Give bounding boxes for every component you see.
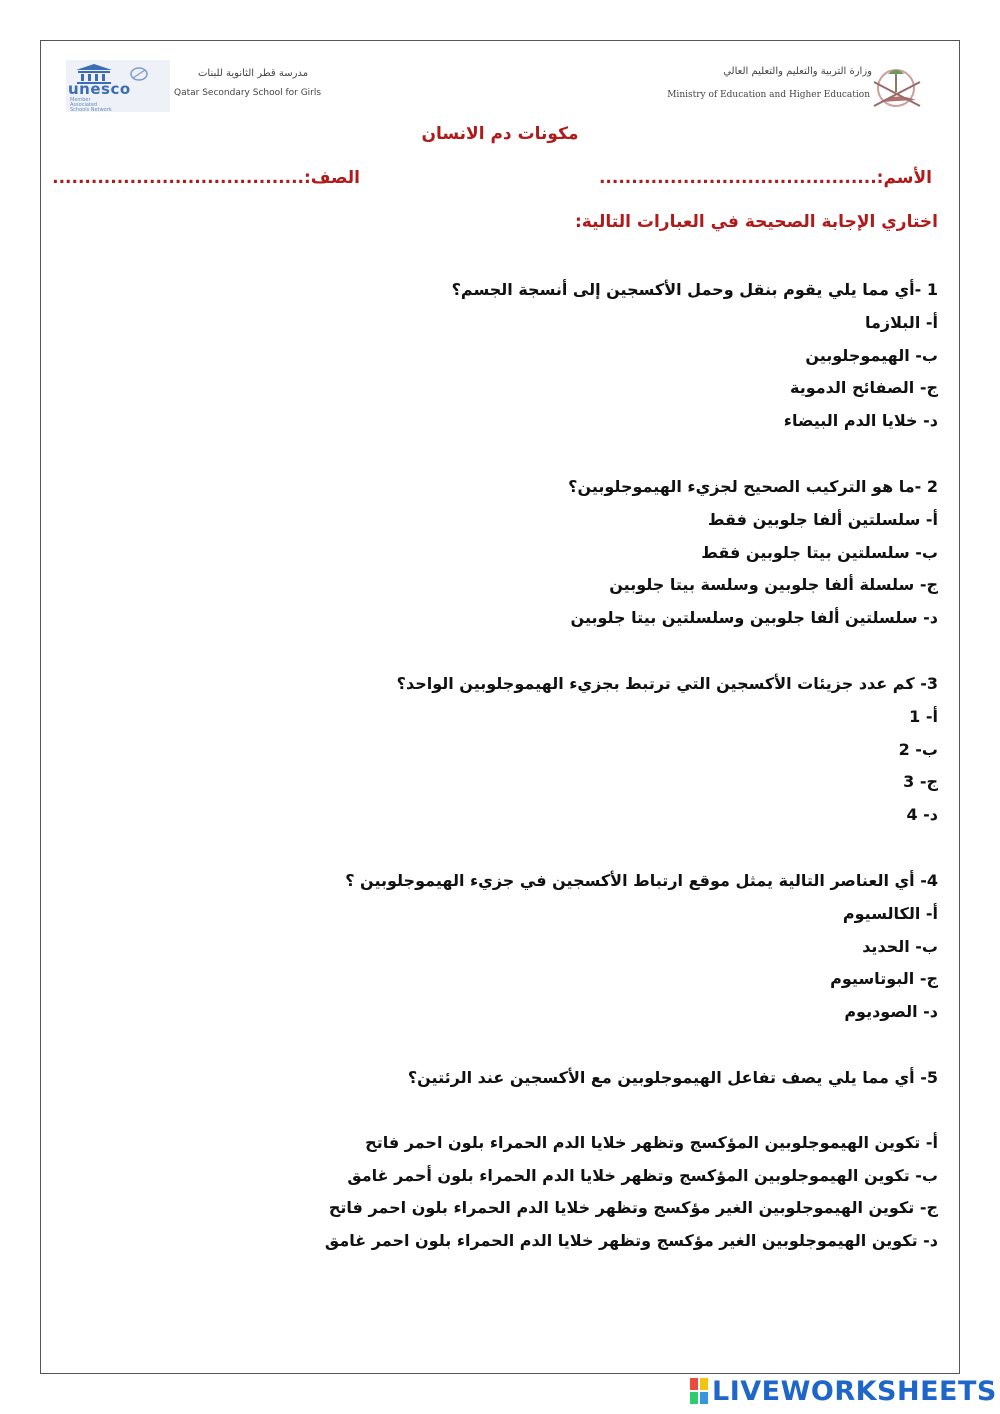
question-3: 3- كم عدد جزيئات الأكسجين التي ترتبط بجزيء الهيموجلوبين الواحد؟: [396, 674, 938, 693]
q4-option-b[interactable]: ب- الحديد: [862, 937, 938, 956]
question-4: 4- أي العناصر التالية يمثل موقع ارتباط الأكسجين في جزيء الهيموجلوبين ؟: [345, 871, 938, 890]
q3-option-d[interactable]: د- 4: [906, 805, 938, 824]
class-field[interactable]: الصف:.......................................: [52, 168, 360, 188]
q2-option-b[interactable]: ب- سلسلتين بيتا جلوبين فقط: [701, 543, 938, 562]
question-1: 1 -أي مما يلي يقوم بنقل وحمل الأكسجين إلى أنسجة الجسم؟: [451, 280, 938, 299]
q3-option-a[interactable]: أ- 1: [909, 707, 938, 726]
name-field[interactable]: الأسم:...........................................: [598, 168, 932, 188]
ministry-name-english: Ministry of Education and Higher Education: [667, 90, 870, 100]
q1-option-b[interactable]: ب- الهيموجلوبين: [805, 346, 938, 365]
q2-option-c[interactable]: ج- سلسلة ألفا جلوبين وسلسة بيتا جلوبين: [609, 575, 938, 594]
q1-option-c[interactable]: ج- الصفائح الدموية: [789, 378, 938, 397]
school-name-arabic: مدرسة قطر الثانوية للبنات: [198, 68, 309, 79]
question-5: 5- أي مما يلي يصف تفاعل الهيموجلوبين مع الأكسجين عند الرئتين؟: [407, 1068, 938, 1087]
q4-option-d[interactable]: د- الصوديوم: [844, 1002, 938, 1021]
q4-option-a[interactable]: أ- الكالسيوم: [842, 904, 938, 923]
unesco-logo: [66, 60, 170, 112]
qatar-emblem-icon: [866, 62, 928, 110]
liveworksheets-wordmark: LIVEWORKSHEETS: [712, 1375, 997, 1407]
unesco-wordmark: unesco: [68, 80, 131, 98]
q2-option-a[interactable]: أ- سلسلتين ألفا جلوبين فقط: [707, 510, 938, 529]
q5-option-c[interactable]: ج- تكوين الهيموجلوبين الغير مؤكسج وتظهر خلايا الدم الحمراء بلون احمر فاتح: [328, 1198, 938, 1217]
instruction-text: اختاري الإجابة الصحيحة في العبارات التالية:: [574, 212, 938, 232]
q1-option-d[interactable]: د- خلايا الدم البيضاء: [783, 411, 938, 430]
q3-option-b[interactable]: ب- 2: [898, 740, 938, 759]
q3-option-c[interactable]: ج- 3: [903, 772, 938, 791]
unesco-network-caption: Member Associated Schools Network: [70, 97, 112, 113]
ministry-name-arabic: وزارة التربية والتعليم والتعليم العالي: [723, 66, 872, 77]
q5-option-a[interactable]: أ- تكوين الهيموجلوبين المؤكسج وتظهر خلايا الدم الحمراء بلون احمر فاتح: [365, 1133, 938, 1152]
q5-option-d[interactable]: د- تكوين الهيموجلوبين الغير مؤكسج وتظهر خلايا الدم الحمراء بلون احمر غامق: [324, 1231, 938, 1250]
q1-option-a[interactable]: أ- البلازما: [865, 313, 938, 332]
q4-option-c[interactable]: ج- البوتاسيوم: [830, 969, 938, 988]
school-name-english: Qatar Secondary School for Girls: [174, 88, 322, 98]
q5-option-b[interactable]: ب- تكوين الهيموجلوبين المؤكسج وتظهر خلايا الدم الحمراء بلون أحمر غامق: [347, 1166, 938, 1185]
liveworksheets-logo[interactable]: [690, 1374, 997, 1408]
liveworksheets-icon: [690, 1378, 708, 1404]
worksheet-title: مكونات دم الانسان: [421, 124, 579, 144]
q2-option-d[interactable]: د- سلسلتين ألفا جلوبين وسلسلتين بيتا جلوبين: [570, 608, 938, 627]
question-2: 2 -ما هو التركيب الصحيح لجزيء الهيموجلوبين؟: [568, 477, 938, 496]
